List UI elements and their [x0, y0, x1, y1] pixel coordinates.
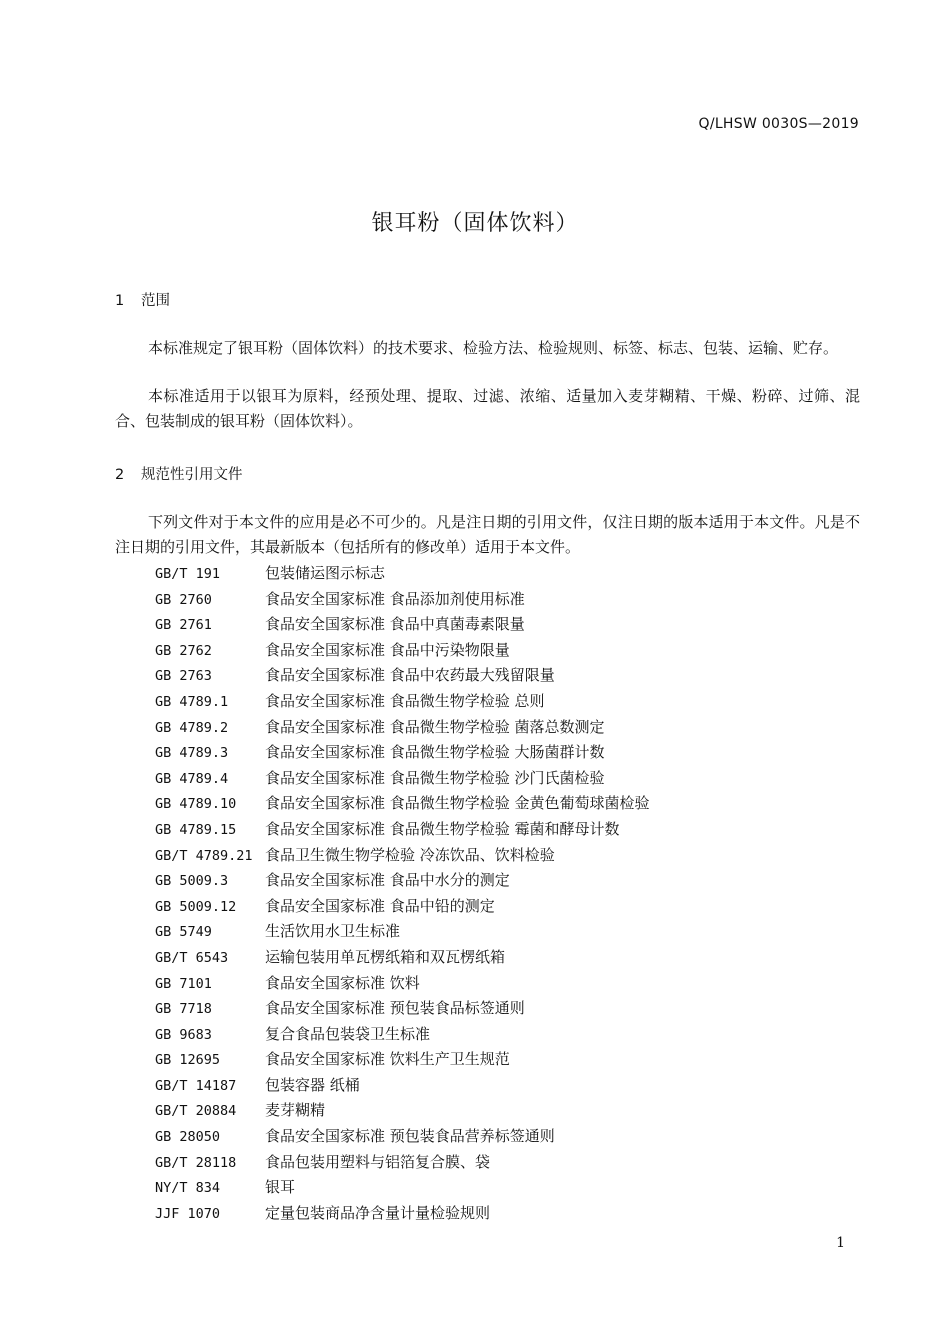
- reference-code: GB 4789.3: [155, 745, 229, 762]
- reference-title: 复合食品包装袋卫生标准: [265, 1024, 431, 1043]
- references-intro-paragraph: 下列文件对于本文件的应用是必不可少的。凡是注日期的引用文件，仅注日期的版本适用于本文件。凡是不注日期的引用文件，其最新版本（包括所有的修改单）适用于本文件。: [115, 513, 860, 556]
- reference-list: [155, 561, 855, 1226]
- reference-item: [155, 868, 855, 894]
- reference-item: [155, 1047, 855, 1073]
- reference-title: 食品安全国家标准 食品中农药最大残留限量: [265, 666, 555, 685]
- reference-item: [155, 1124, 855, 1150]
- scope-paragraph-1: 本标准规定了银耳粉（固体饮料）的技术要求、检验方法、检验规则、标签、标志、包装、运输、贮存。: [148, 339, 839, 357]
- reference-code: GB 28050: [155, 1129, 221, 1146]
- reference-item: [155, 791, 855, 817]
- reference-item: [155, 1073, 855, 1099]
- reference-code: GB/T 4789.21: [155, 847, 253, 864]
- reference-item: [155, 1201, 855, 1227]
- reference-title: 运输包装用单瓦楞纸箱和双瓦楞纸箱: [265, 947, 506, 966]
- reference-code: GB 4789.1: [155, 693, 229, 710]
- reference-code: GB 4789.2: [155, 719, 229, 736]
- reference-code: GB/T 6543: [155, 949, 229, 966]
- reference-title: 生活饮用水卫生标准: [265, 922, 401, 941]
- reference-title: 定量包装商品净含量计量检验规则: [265, 1203, 491, 1222]
- reference-title: 食品安全国家标准 食品微生物学检验 霉菌和酵母计数: [265, 819, 620, 838]
- section-title: 规范性引用文件: [141, 467, 243, 483]
- reference-code: GB 4789.4: [155, 770, 229, 787]
- reference-code: GB 2760: [155, 591, 212, 608]
- reference-title: 食品安全国家标准 食品微生物学检验 大肠菌群计数: [265, 743, 605, 762]
- reference-title: 食品安全国家标准 食品中真菌毒素限量: [265, 615, 525, 634]
- reference-item: [155, 612, 855, 638]
- reference-item: [155, 766, 855, 792]
- reference-code: GB 9683: [155, 1026, 212, 1043]
- reference-code: GB/T 28118: [155, 1154, 237, 1171]
- reference-code: GB 5009.12: [155, 898, 237, 915]
- section-heading-scope: [115, 289, 170, 310]
- reference-title: 食品安全国家标准 食品微生物学检验 菌落总数测定: [265, 717, 605, 736]
- reference-item: [155, 689, 855, 715]
- reference-item: [155, 1098, 855, 1124]
- reference-item: [155, 971, 855, 997]
- reference-code: GB 4789.10: [155, 796, 237, 813]
- reference-code: NY/T 834: [155, 1180, 221, 1197]
- page-number: 1: [836, 1235, 845, 1251]
- reference-item: [155, 1022, 855, 1048]
- section-number: 1: [115, 293, 125, 309]
- reference-title: 食品安全国家标准 食品中铅的测定: [265, 896, 495, 915]
- reference-code: GB 2761: [155, 617, 212, 634]
- reference-item: [155, 945, 855, 971]
- reference-item: [155, 638, 855, 664]
- section-heading-normative-references: [115, 463, 243, 484]
- reference-code: GB 2762: [155, 642, 212, 659]
- reference-code: GB 5749: [155, 924, 212, 941]
- reference-title: 食品安全国家标准 饮料生产卫生规范: [265, 1050, 510, 1069]
- reference-title: 麦芽糊精: [265, 1101, 326, 1120]
- section-number: 2: [115, 467, 125, 483]
- reference-title: 食品安全国家标准 食品中水分的测定: [265, 871, 510, 890]
- reference-code: GB/T 20884: [155, 1103, 237, 1120]
- reference-code: GB 2763: [155, 668, 212, 685]
- reference-code: GB/T 14187: [155, 1077, 237, 1094]
- reference-item: [155, 561, 855, 587]
- reference-title: 包装储运图示标志: [265, 564, 386, 582]
- reference-title: 包装容器 纸桶: [265, 1075, 360, 1094]
- reference-item: [155, 996, 855, 1022]
- reference-item: [155, 894, 855, 920]
- reference-code: GB 7101: [155, 975, 212, 992]
- reference-title: 食品安全国家标准 食品微生物学检验 金黄色葡萄球菌检验: [265, 794, 650, 813]
- reference-item: [155, 817, 855, 843]
- reference-title: 食品包装用塑料与铝箔复合膜、袋: [265, 1152, 491, 1171]
- reference-item: [155, 1150, 855, 1176]
- standard-code: Q/LHSW 0030S—2019: [698, 116, 859, 132]
- reference-item: [155, 663, 855, 689]
- reference-code: GB 5009.3: [155, 873, 229, 890]
- reference-code: GB 7718: [155, 1001, 212, 1018]
- reference-title: 食品安全国家标准 饮料: [265, 973, 420, 992]
- reference-code: GB 4789.15: [155, 821, 237, 838]
- reference-title: 食品安全国家标准 预包装食品营养标签通则: [265, 1127, 555, 1146]
- scope-paragraph-2: 本标准适用于以银耳为原料，经预处理、提取、过滤、浓缩、适量加入麦芽糊精、干燥、粉碎、过筛、混合、包装制成的银耳粉（固体饮料）。: [115, 387, 860, 430]
- reference-item: [155, 843, 855, 869]
- reference-title: 银耳: [265, 1178, 296, 1197]
- reference-title: 食品安全国家标准 预包装食品标签通则: [265, 999, 525, 1018]
- reference-item: [155, 919, 855, 945]
- reference-code: GB/T 191: [155, 566, 221, 582]
- reference-item: [155, 587, 855, 613]
- reference-title: 食品安全国家标准 食品微生物学检验 沙门氏菌检验: [265, 768, 605, 787]
- reference-item: [155, 1175, 855, 1201]
- reference-title: 食品安全国家标准 食品添加剂使用标准: [265, 589, 525, 608]
- reference-item: [155, 715, 855, 741]
- reference-title: 食品安全国家标准 食品微生物学检验 总则: [265, 691, 545, 710]
- reference-code: JJF 1070: [155, 1205, 221, 1222]
- reference-title: 食品安全国家标准 食品中污染物限量: [265, 640, 510, 659]
- reference-title: 食品卫生微生物学检验 冷冻饮品、饮料检验: [265, 845, 555, 864]
- document-title: 银耳粉（固体饮料）: [371, 211, 579, 236]
- reference-code: GB 12695: [155, 1052, 221, 1069]
- reference-item: [155, 740, 855, 766]
- section-title: 范围: [141, 293, 170, 309]
